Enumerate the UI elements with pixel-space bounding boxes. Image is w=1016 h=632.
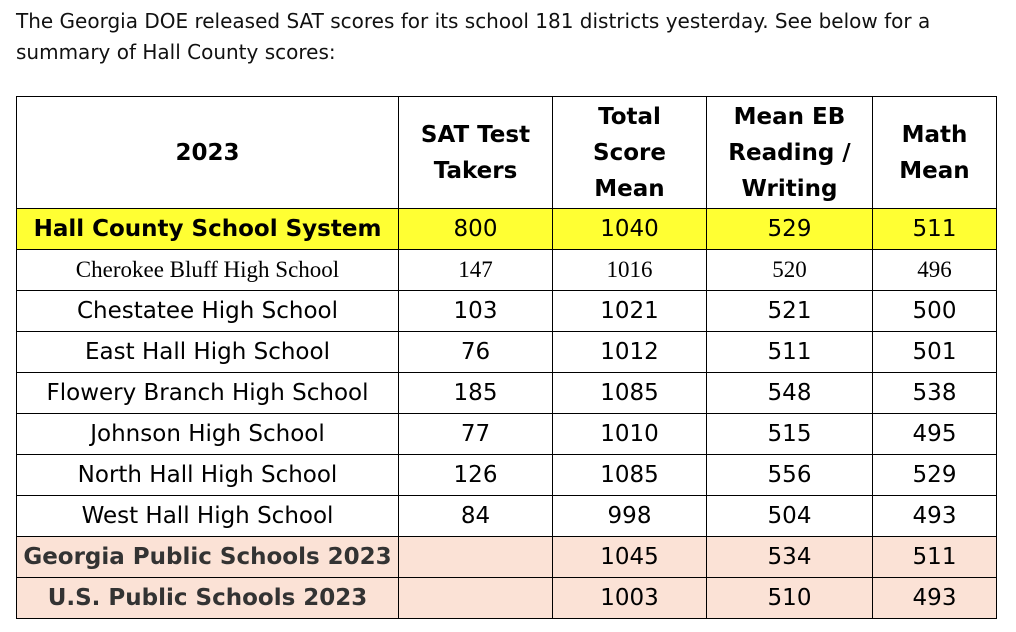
- cell-math: 538: [873, 373, 997, 414]
- cell-test-takers: 84: [399, 496, 553, 537]
- header-total-score-mean: [553, 97, 707, 209]
- row-name: Chestatee High School: [17, 291, 399, 332]
- cell-total-score: 1010: [553, 414, 707, 455]
- cell-math: 493: [873, 578, 997, 619]
- row-name: Flowery Branch High School: [17, 373, 399, 414]
- table-row: [17, 496, 997, 537]
- table-row: [17, 332, 997, 373]
- cell-reading-writing: 510: [707, 578, 873, 619]
- header-total-score-mean-label: Total Score Mean: [593, 103, 666, 202]
- cell-reading-writing: 504: [707, 496, 873, 537]
- row-name: Cherokee Bluff High School: [17, 250, 399, 291]
- cell-reading-writing: 556: [707, 455, 873, 496]
- cell-reading-writing: 515: [707, 414, 873, 455]
- table-row: [17, 537, 997, 578]
- cell-reading-writing: 529: [707, 209, 873, 250]
- cell-total-score: 998: [553, 496, 707, 537]
- header-test-takers: [399, 97, 553, 209]
- header-reading-writing: [707, 97, 873, 209]
- cell-test-takers: 77: [399, 414, 553, 455]
- table-row: [17, 250, 997, 291]
- cell-test-takers: 76: [399, 332, 553, 373]
- cell-test-takers: 185: [399, 373, 553, 414]
- cell-math: 496: [873, 250, 997, 291]
- header-math-mean: [873, 97, 997, 209]
- cell-math: 501: [873, 332, 997, 373]
- header-year: 2023: [17, 97, 399, 209]
- table-row: [17, 414, 997, 455]
- table-row: [17, 209, 997, 250]
- cell-math: 493: [873, 496, 997, 537]
- cell-test-takers: 103: [399, 291, 553, 332]
- cell-reading-writing: 548: [707, 373, 873, 414]
- cell-test-takers: 800: [399, 209, 553, 250]
- row-name: North Hall High School: [17, 455, 399, 496]
- sat-scores-table: [16, 96, 997, 619]
- header-test-takers-label: SAT Test Takers: [420, 121, 531, 184]
- row-name: U.S. Public Schools 2023: [17, 578, 399, 619]
- table-row: [17, 291, 997, 332]
- cell-reading-writing: 534: [707, 537, 873, 578]
- cell-test-takers: [399, 537, 553, 578]
- cell-math: 529: [873, 455, 997, 496]
- cell-total-score: 1045: [553, 537, 707, 578]
- row-name: Hall County School System: [17, 209, 399, 250]
- cell-math: 511: [873, 209, 997, 250]
- cell-total-score: 1003: [553, 578, 707, 619]
- cell-math: 495: [873, 414, 997, 455]
- cell-total-score: 1012: [553, 332, 707, 373]
- cell-total-score: 1021: [553, 291, 707, 332]
- intro-paragraph: The Georgia DOE released SAT scores for its school 181 districts yesterday. See below for a summary of Hall County scores:: [16, 9, 931, 64]
- cell-total-score: 1040: [553, 209, 707, 250]
- row-name: West Hall High School: [17, 496, 399, 537]
- cell-total-score: 1085: [553, 455, 707, 496]
- table-header-row: [17, 97, 997, 209]
- row-name: Georgia Public Schools 2023: [17, 537, 399, 578]
- cell-total-score: 1085: [553, 373, 707, 414]
- cell-total-score: 1016: [553, 250, 707, 291]
- row-name: East Hall High School: [17, 332, 399, 373]
- table-row: [17, 578, 997, 619]
- cell-test-takers: 126: [399, 455, 553, 496]
- header-math-mean-label: Math Mean: [899, 121, 970, 184]
- header-reading-writing-label: Mean EB Reading / Writing: [728, 103, 851, 202]
- cell-math: 511: [873, 537, 997, 578]
- cell-reading-writing: 521: [707, 291, 873, 332]
- cell-test-takers: [399, 578, 553, 619]
- cell-reading-writing: 520: [707, 250, 873, 291]
- table-row: [17, 373, 997, 414]
- cell-reading-writing: 511: [707, 332, 873, 373]
- row-name: Johnson High School: [17, 414, 399, 455]
- cell-test-takers: 147: [399, 250, 553, 291]
- table-row: [17, 455, 997, 496]
- cell-math: 500: [873, 291, 997, 332]
